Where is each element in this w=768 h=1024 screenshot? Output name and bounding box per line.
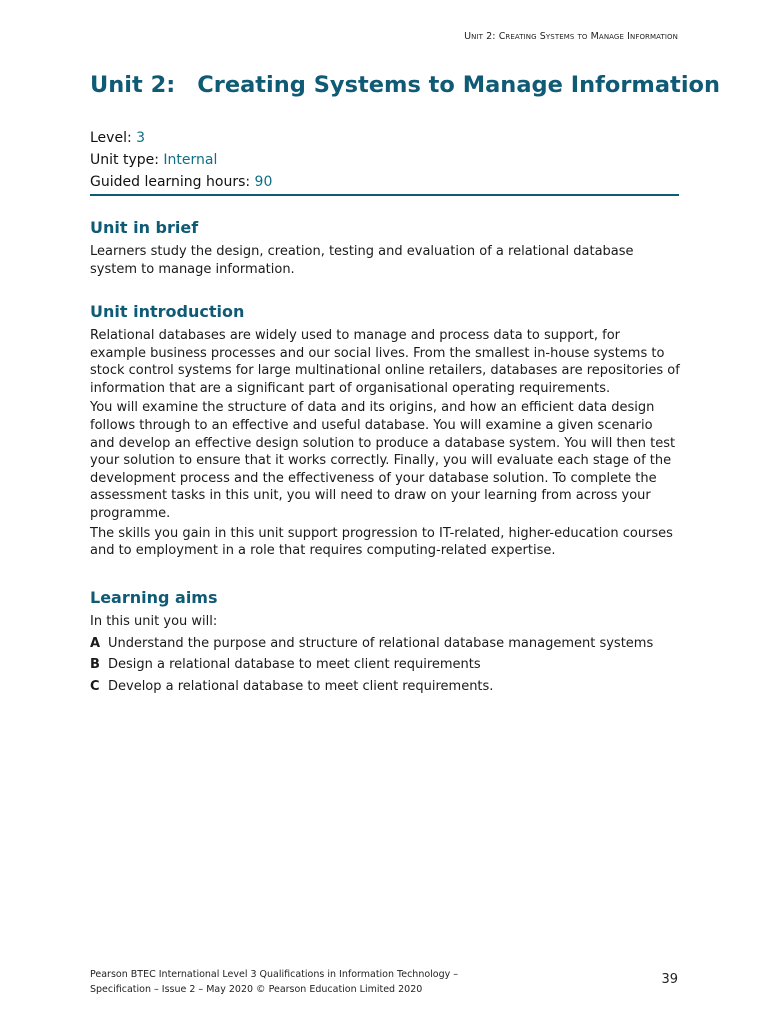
unit-introduction-heading: Unit introduction	[90, 302, 245, 321]
aim-letter: A	[90, 635, 101, 651]
learning-aim-item	[90, 678, 680, 696]
unit-in-brief-text: Learners study the design, creation, testing and evaluation of a relational database system to manage information.	[90, 244, 634, 277]
level-value: 3	[136, 130, 146, 146]
unit-type-label: Unit type:	[90, 152, 159, 168]
section-divider	[90, 194, 679, 196]
learning-aim-item	[90, 635, 680, 653]
intro-paragraph: The skills you gain in this unit support progression to IT-related, higher-education courses and to employment in a role that requires computing-related expertise.	[90, 525, 673, 559]
aim-letter: B	[90, 657, 100, 673]
footer-line: Specification – Issue 2 – May 2020 © Pearson Education Limited 2020	[90, 984, 423, 995]
unit-in-brief-heading: Unit in brief	[90, 218, 199, 237]
level-label: Level:	[90, 130, 132, 146]
aim-text: Design a relational database to meet client requirements	[108, 657, 481, 673]
unit-introduction-section	[90, 302, 680, 562]
learning-aim-item	[90, 656, 680, 674]
footer-line: Pearson BTEC International Level 3 Qualifications in Information Technology –	[90, 969, 459, 980]
learning-aims-section	[90, 588, 680, 695]
running-header: Unit 2: Creating Systems to Manage Information	[464, 31, 678, 42]
page-footer	[90, 967, 458, 997]
intro-paragraph: Relational databases are widely used to manage and process data to support, for example business processes and our social lives. From the smallest in-house systems to stock control systems for large multinational online retailers, databases are repositories of information that are a significant part of organisational operating requirements.	[90, 328, 680, 396]
unit-type-value: Internal	[163, 152, 218, 168]
hours-value: 90	[254, 174, 273, 190]
learning-aims-intro: In this unit you will:	[90, 614, 218, 629]
unit-title	[90, 72, 720, 98]
unit-number: Unit 2:	[90, 72, 176, 98]
unit-type-row	[90, 149, 272, 171]
page-number: 39	[661, 972, 678, 987]
unit-meta	[90, 127, 272, 193]
learning-aims-heading: Learning aims	[90, 588, 218, 607]
unit-title-text: Creating Systems to Manage Information	[197, 72, 721, 98]
aim-text: Understand the purpose and structure of relational database management systems	[108, 635, 654, 651]
aim-letter: C	[90, 678, 100, 694]
level-row	[90, 127, 272, 149]
hours-row	[90, 171, 272, 193]
unit-in-brief-section	[90, 218, 680, 280]
aim-text: Develop a relational database to meet client requirements.	[108, 678, 494, 694]
learning-aims-list	[90, 635, 680, 696]
hours-label: Guided learning hours:	[90, 174, 251, 190]
intro-paragraph: You will examine the structure of data and its origins, and how an efficient data design follows through to an effective and useful database. You will examine a given scenario and develop an effective design solution to produce a database system. You will then test your solution to ensure that it works correctly. Finally, you will evaluate each stage of the development process and the effectiveness of your database solution. To complete the assessment tasks in this unit, you will need to draw on your learning from across your programme.	[90, 400, 676, 521]
